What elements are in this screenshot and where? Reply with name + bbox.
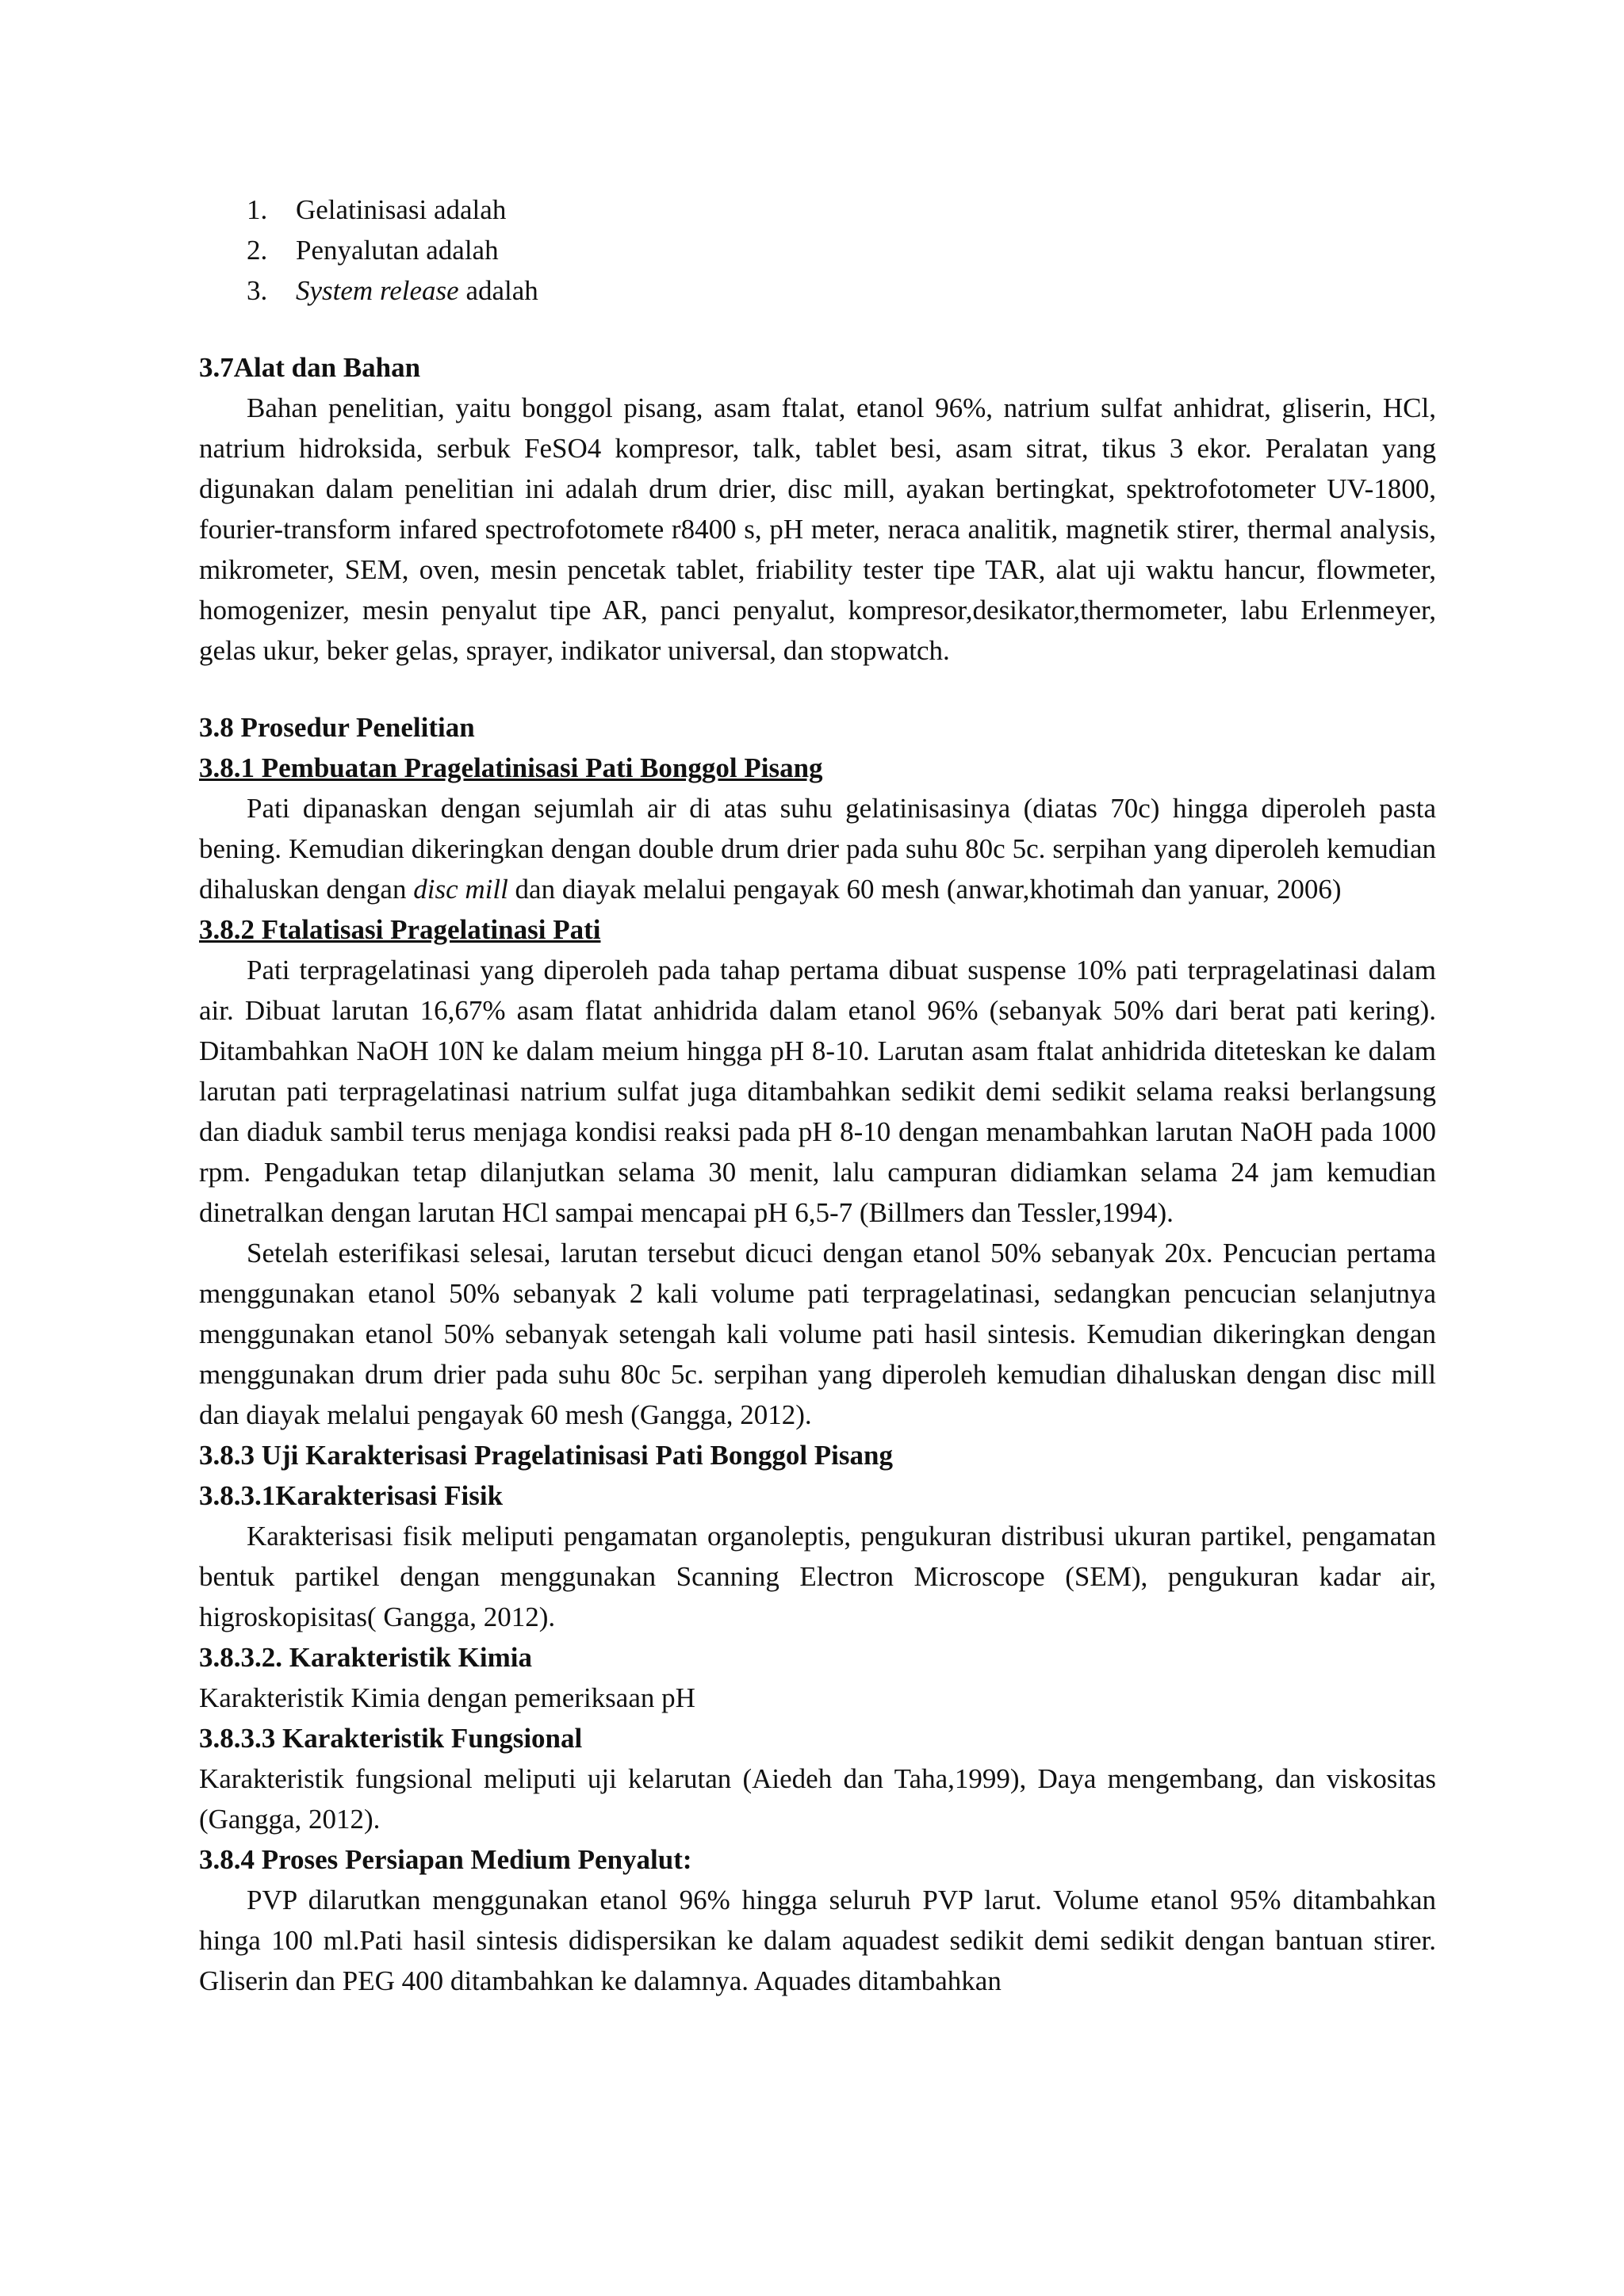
section-3-8-1-paragraph: Pati dipanaskan dengan sejumlah air di atas suhu gelatinisasinya (diatas 70c) hingga diperoleh pasta bening. Kemudian dikeringkan dengan double drum drier pada suhu 80c 5c. serpihan yang diperoleh kemudian dihaluskan dengan disc mill dan diayak melalui pengayak 60 mesh (anwar,khotimah dan yanuar, 2006) [199, 793, 1436, 905]
section-3-8-3-heading: 3.8.3 Uji Karakterisasi Pragelatinisasi Pati Bonggol Pisang [199, 1440, 893, 1471]
section-3-8-3-3-heading: 3.8.3.3 Karakteristik Fungsional [199, 1723, 583, 1754]
section-3-8-2-paragraph-2: Setelah esterifikasi selesai, larutan tersebut dicuci dengan etanol 50% sebanyak 20x. Pencucian pertama menggunakan etanol 50% sebanyak 2 kali volume pati terpragelatinasi, sedangkan pencucian selanjutnya menggunakan etanol 50% sebanyak setengah kali volume pati hasil sintesis. Kemudian dikeringkan dengan menggunakan drum drier pada suhu 80c 5c. serpihan yang diperoleh kemudian dihaluskan dengan disc mill dan diayak melalui pengayak 60 mesh (Gangga, 2012). [199, 1238, 1436, 1430]
section-3-8-3-2-paragraph: Karakteristik Kimia dengan pemeriksaan pH [199, 1682, 695, 1713]
section-3-8-3-1-paragraph: Karakterisasi fisik meliputi pengamatan organoleptis, pengukuran distribusi ukuran partikel, pengamatan bentuk partikel dengan menggunakan Scanning Electron Microscope (SEM), pengukuran kadar air, higroskopisitas( Gangga, 2012). [199, 1521, 1436, 1632]
list-item [247, 189, 1436, 230]
section-3-8-4-paragraph: PVP dilarutkan menggunakan etanol 96% hingga seluruh PVP larut. Volume etanol 95% ditambahkan hinga 100 ml.Pati hasil sintesis didispersikan ke dalam aquadest sedikit demi sedikit dengan bantuan stirer. Gliserin dan PEG 400 ditambahkan ke dalamnya. Aquades ditambahkan [199, 1885, 1436, 1996]
section-3-8-1-heading: 3.8.1 Pembuatan Pragelatinisasi Pati Bonggol Pisang [199, 752, 823, 783]
list-item-italic-term: System release [296, 275, 459, 306]
section-3-8-3-2-heading: 3.8.3.2. Karakteristik Kimia [199, 1642, 532, 1673]
section-3-8-2-paragraph-1: Pati terpragelatinasi yang diperoleh pada tahap pertama dibuat suspense 10% pati terpragelatinasi dalam air. Dibuat larutan 16,67% asam flatat anhidrida dalam etanol 96% (sebanyak 50% dari berat pati kering). Ditambahkan NaOH 10N ke dalam meium hingga pH 8-10. Larutan asam ftalat anhidrida diteteskan ke dalam larutan pati terpragelatinasi natrium sulfat juga ditambahkan sedikit demi sedikit selama reaksi berlangsung dan diaduk sambil terus menjaga kondisi reaksi pada pH 8-10 dengan menambahkan larutan NaOH pada 1000 rpm. Pengadukan tetap dilanjutkan selama 30 menit, lalu campuran didiamkan selama 24 jam kemudian dinetralkan dengan larutan HCl sampai mencapai pH 6,5-7 (Billmers dan Tessler,1994). [199, 955, 1436, 1228]
section-3-8-2-heading: 3.8.2 Ftalatisasi Pragelatinasi Pati [199, 914, 601, 945]
definition-list [247, 189, 1436, 311]
list-item-number: 1. [247, 194, 268, 225]
list-item [247, 270, 1436, 311]
list-item [247, 230, 1436, 270]
italic-term: disc mill [413, 874, 508, 905]
section-3-7-heading: 3.7Alat dan Bahan [199, 352, 421, 383]
section-3-8-4-heading: 3.8.4 Proses Persiapan Medium Penyalut: [199, 1844, 692, 1875]
section-3-8-heading: 3.8 Prosedur Penelitian [199, 712, 475, 743]
section-3-8-3-3-paragraph: Karakteristik fungsional meliputi uji kelarutan (Aiedeh dan Taha,1999), Daya mengembang, dan viskositas (Gangga, 2012). [199, 1763, 1436, 1835]
list-item-text: Penyalutan adalah [296, 235, 499, 266]
page-content [199, 189, 1436, 2001]
section-3-7-paragraph: Bahan penelitian, yaitu bonggol pisang, asam ftalat, etanol 96%, natrium sulfat anhidrat, gliserin, HCl, natrium hidroksida, serbuk FeSO4 kompresor, talk, tablet besi, asam sitrat, tikus 3 ekor. Peralatan yang digunakan dalam penelitian ini adalah drum drier, disc mill, ayakan bertingkat, spektrofotometer UV-1800, fourier-transform infared spectrofotomete r8400 s, pH meter, neraca analitik, magnetik stirer, thermal analysis, mikrometer, SEM, oven, mesin pencetak tablet, friability tester tipe TAR, alat uji waktu hancur, flowmeter, homogenizer, mesin penyalut tipe AR, panci penyalut, kompresor,desikator,thermometer, labu Erlenmeyer, gelas ukur, beker gelas, sprayer, indikator universal, dan stopwatch. [199, 392, 1436, 666]
list-item-number: 3. [247, 275, 268, 306]
list-item-text: adalah [458, 275, 538, 306]
list-item-text: Gelatinisasi adalah [296, 194, 507, 225]
list-item-number: 2. [247, 235, 268, 266]
section-3-8-3-1-heading: 3.8.3.1Karakterisasi Fisik [199, 1480, 504, 1511]
